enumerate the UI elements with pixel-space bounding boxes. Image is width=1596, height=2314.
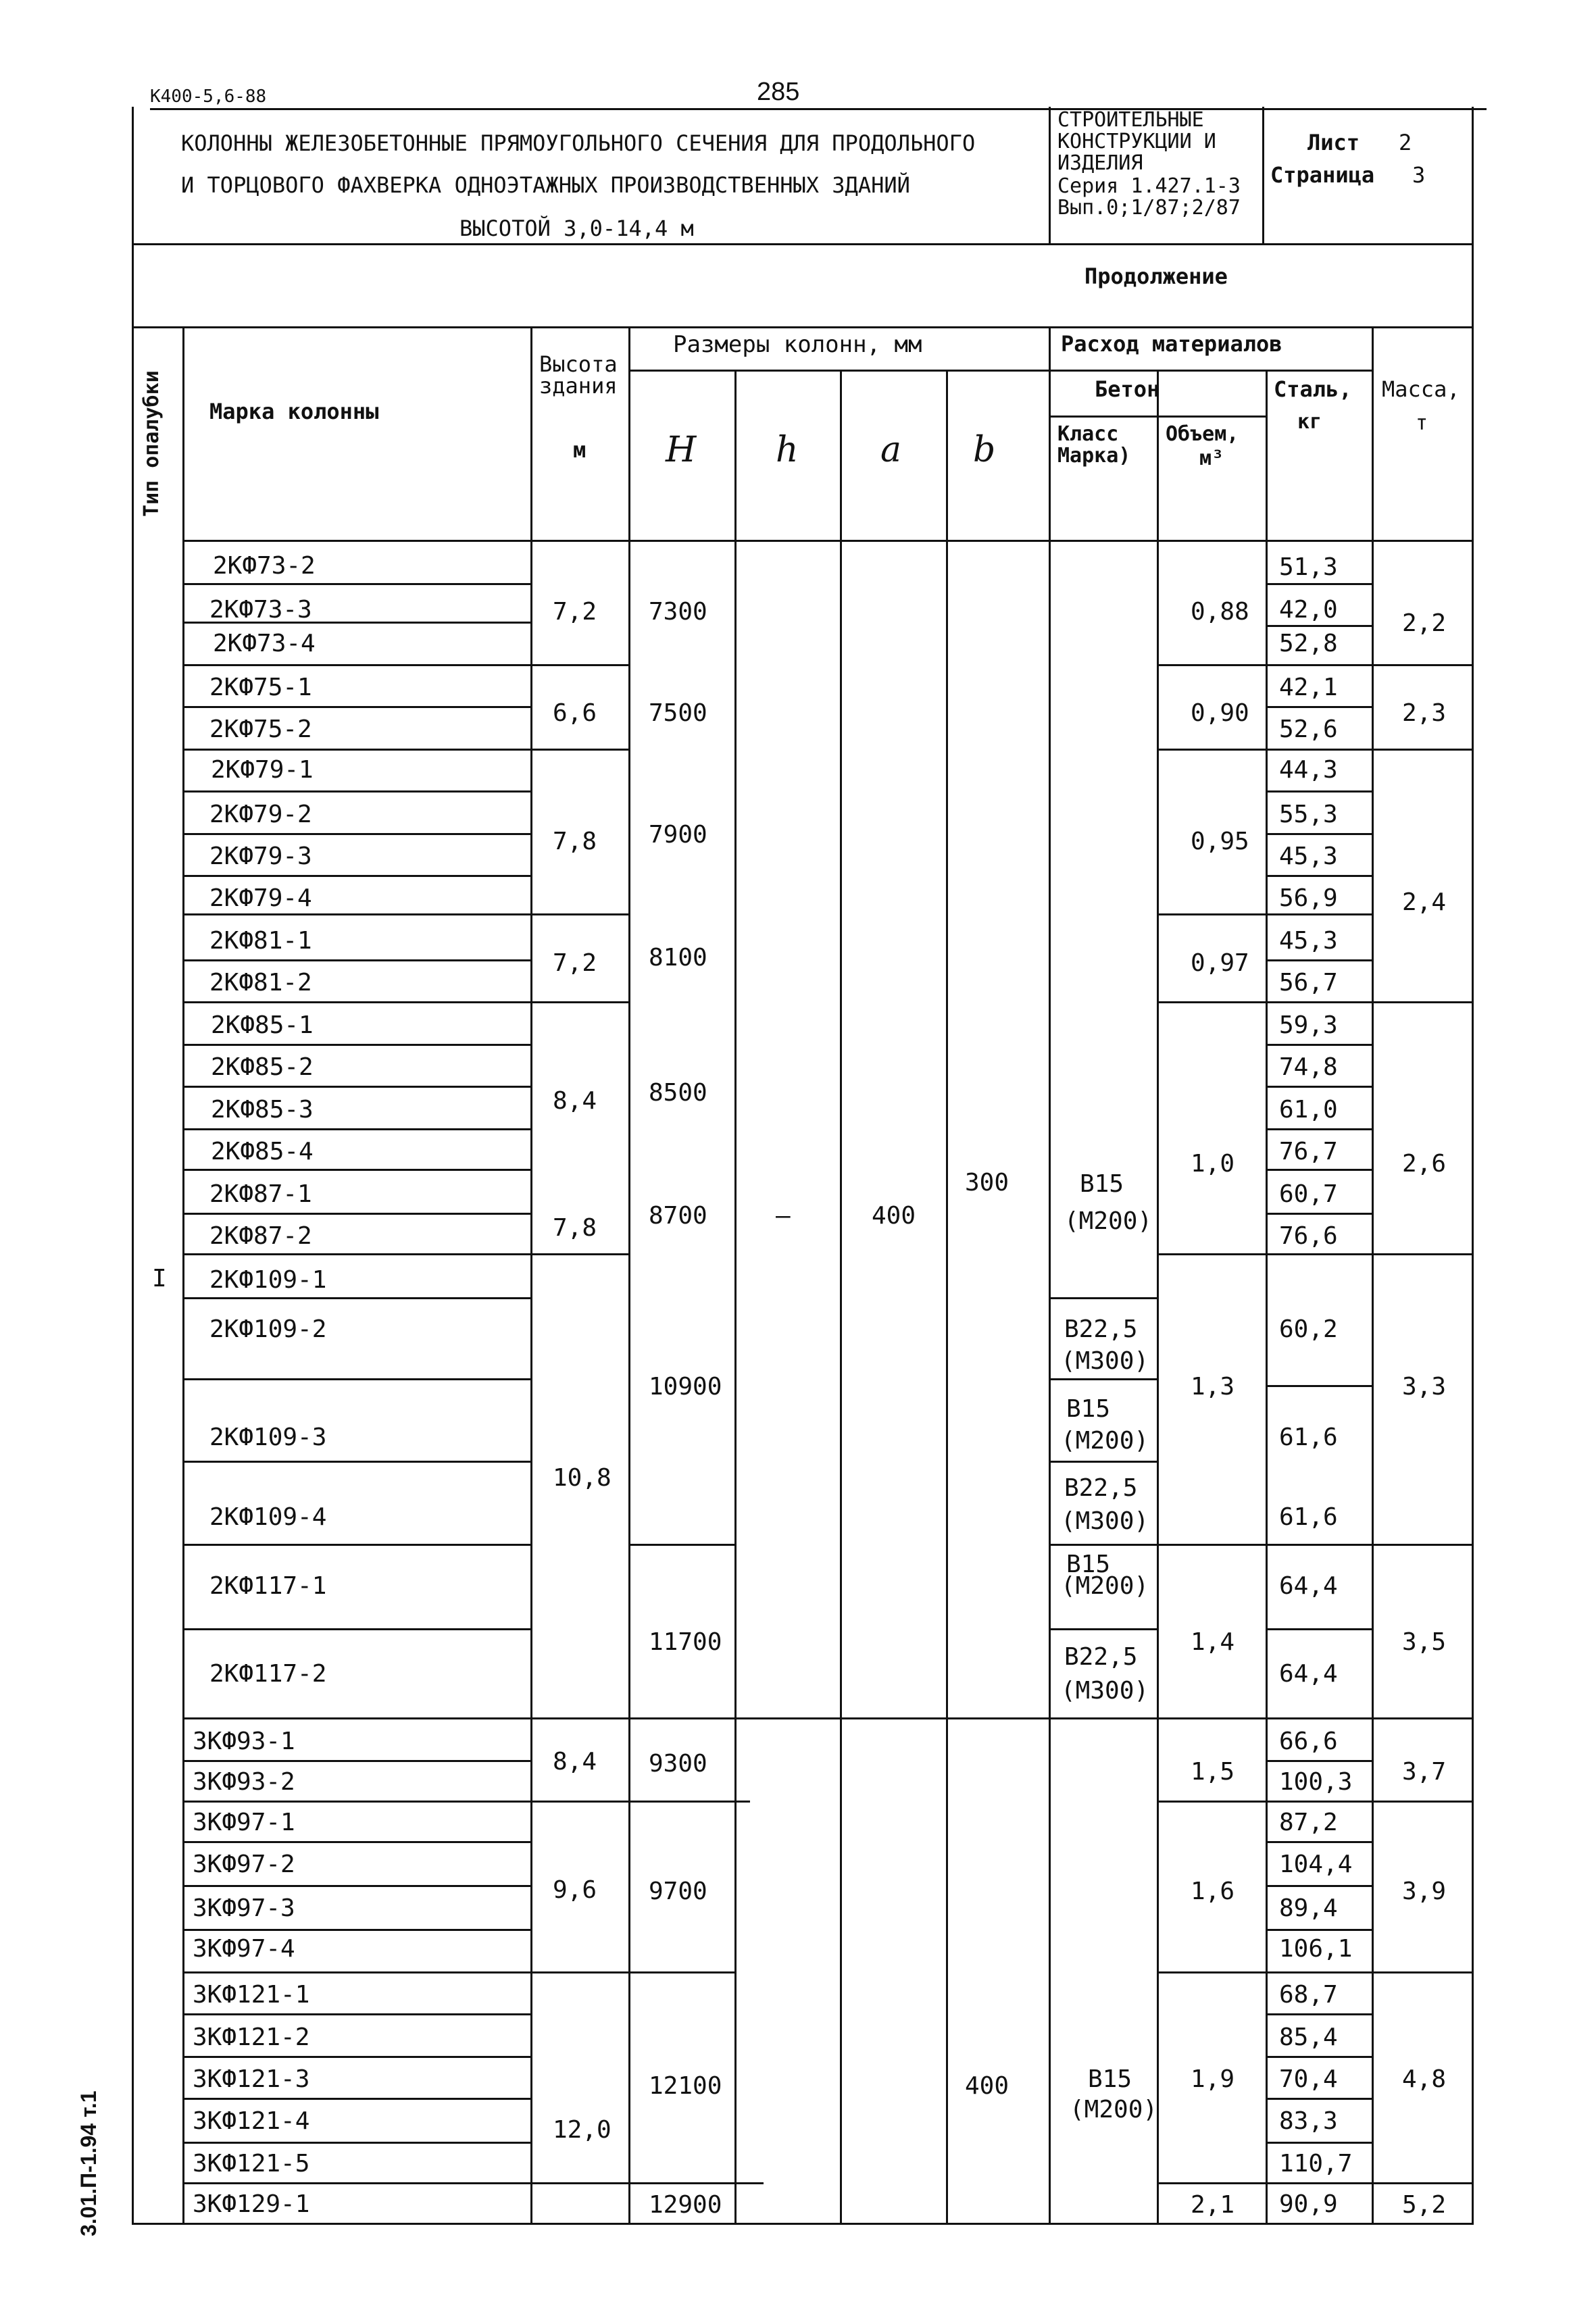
height-10-8: 10,8 <box>553 1464 612 1492</box>
mark-7: 2КФ79-3 <box>209 842 312 870</box>
header-mass-1: Масса, <box>1382 376 1460 402</box>
mark-14: 2КФ85-4 <box>211 1138 314 1165</box>
mark-17: 2КФ109-1 <box>209 1266 327 1294</box>
mark-30: 3КФ121-2 <box>193 2023 310 2051</box>
class-b22-3-l2: (М300) <box>1061 1677 1149 1705</box>
mark-13: 2КФ85-3 <box>211 1096 314 1124</box>
height-9-6: 9,6 <box>553 1876 597 1904</box>
series-line-1: СТРОИТЕЛЬНЫЕ <box>1057 108 1204 132</box>
class-b15-2-l1: B15 <box>1066 1395 1111 1423</box>
H-7500: 7500 <box>649 699 707 727</box>
H-7300: 7300 <box>649 598 707 626</box>
type-value: I <box>152 1265 167 1292</box>
height-7-8: 7,8 <box>553 828 597 855</box>
mass-5-2: 5,2 <box>1402 2191 1447 2219</box>
class-b22-2-l2: (М300) <box>1061 1507 1149 1535</box>
mark-1: 2КФ73-3 <box>209 596 312 624</box>
header-dims: Размеры колонн, мм <box>673 331 922 358</box>
mark-0: 2КФ73-2 <box>213 552 316 580</box>
volume-1-4: 1,4 <box>1191 1628 1235 1656</box>
sheet-label: Лист <box>1307 130 1360 155</box>
header-height-2: здания <box>539 373 618 399</box>
class-b22-1-l1: B22,5 <box>1064 1315 1138 1343</box>
mass-3-9: 3,9 <box>1402 1878 1447 1905</box>
class-b15-3-l2: (М200) <box>1061 1572 1149 1600</box>
class-b22-1-l2: (М300) <box>1061 1347 1149 1375</box>
mark-16: 2КФ87-2 <box>209 1222 312 1250</box>
H-11700: 11700 <box>649 1628 722 1656</box>
steel-28: 106,1 <box>1279 1935 1353 1963</box>
continuation-label: Продолжение <box>1084 263 1228 289</box>
mark-21: 2КФ117-1 <box>209 1572 327 1600</box>
steel-9: 45,3 <box>1279 927 1338 955</box>
steel-16: 76,6 <box>1279 1222 1338 1250</box>
steel-25: 87,2 <box>1279 1809 1338 1836</box>
header-class-2: Марка) <box>1057 444 1131 468</box>
side-stamp: 3.01.П-1.94 т.1 <box>76 2090 101 2236</box>
mark-6: 2КФ79-2 <box>209 801 312 828</box>
steel-4: 52,6 <box>1279 715 1338 743</box>
steel-11: 59,3 <box>1279 1011 1338 1039</box>
steel-0: 51,3 <box>1279 553 1338 581</box>
height-8-4b: 8,4 <box>553 1748 597 1776</box>
height-7-8b: 7,8 <box>553 1214 597 1242</box>
mark-31: 3КФ121-3 <box>193 2065 310 2093</box>
page-number: 285 <box>757 78 800 106</box>
mark-25: 3КФ97-1 <box>193 1809 295 1836</box>
mark-32: 3КФ121-4 <box>193 2107 310 2135</box>
b-value-300: 300 <box>965 1169 1009 1197</box>
H-7900: 7900 <box>649 821 707 849</box>
volume-1-3: 1,3 <box>1191 1373 1235 1401</box>
header-height-unit: м <box>573 437 587 463</box>
mark-2: 2КФ73-4 <box>213 630 316 657</box>
class-b15-3-l1: B15 <box>1066 1551 1111 1578</box>
header-steel-2: кг <box>1297 410 1322 434</box>
mass-2-2: 2,2 <box>1402 609 1447 637</box>
mark-3: 2КФ75-1 <box>209 674 312 701</box>
mark-26: 3КФ97-2 <box>193 1851 295 1878</box>
steel-2: 52,8 <box>1279 630 1338 657</box>
header-h: h <box>776 430 799 470</box>
header-class-1: Класс <box>1057 422 1119 446</box>
class-b15-4-l1: B15 <box>1088 2065 1132 2093</box>
mark-18: 2КФ109-2 <box>209 1315 327 1343</box>
page-label: Страница <box>1270 162 1375 188</box>
mark-34: 3КФ129-1 <box>193 2190 310 2218</box>
mark-8: 2КФ79-4 <box>209 884 312 912</box>
H-12900: 12900 <box>649 2191 722 2219</box>
steel-21: 64,4 <box>1279 1572 1338 1600</box>
steel-8: 56,9 <box>1279 884 1338 912</box>
mass-3-7: 3,7 <box>1402 1758 1447 1786</box>
steel-12: 74,8 <box>1279 1053 1338 1081</box>
class-b15-4-l2: (М200) <box>1070 2096 1158 2123</box>
header-steel-1: Сталь, <box>1274 376 1352 402</box>
steel-6: 55,3 <box>1279 801 1338 828</box>
header-materials: Расход материалов <box>1061 331 1282 357</box>
steel-31: 70,4 <box>1279 2065 1338 2093</box>
mark-4: 2КФ75-2 <box>209 715 312 743</box>
steel-5: 44,3 <box>1279 756 1338 784</box>
steel-22: 64,4 <box>1279 1660 1338 1688</box>
b-value-400: 400 <box>965 2072 1009 2100</box>
H-8700: 8700 <box>649 1202 707 1230</box>
steel-30: 85,4 <box>1279 2023 1338 2051</box>
series-line-3: ИЗДЕЛИЯ <box>1057 151 1143 175</box>
series-line-4: Серия 1.427.1-3 <box>1057 174 1241 198</box>
volume-1-6: 1,6 <box>1191 1878 1235 1905</box>
mass-2-3: 2,3 <box>1402 699 1447 727</box>
class-b15-1-l1: B15 <box>1080 1170 1124 1198</box>
H-12100: 12100 <box>649 2072 722 2100</box>
volume-0-90: 0,90 <box>1191 699 1249 727</box>
H-9300: 9300 <box>649 1750 707 1778</box>
mass-2-4: 2,4 <box>1402 888 1447 916</box>
header-type: Тип опалубки <box>140 370 164 517</box>
header-a: a <box>880 430 902 470</box>
steel-19: 61,6 <box>1279 1424 1338 1451</box>
volume-1-9: 1,9 <box>1191 2065 1235 2093</box>
mark-29: 3КФ121-1 <box>193 1981 310 2009</box>
class-b15-1-l2: (М200) <box>1064 1207 1153 1235</box>
mark-33: 3КФ121-5 <box>193 2150 310 2178</box>
mark-9: 2КФ81-1 <box>209 927 312 955</box>
steel-10: 56,7 <box>1279 969 1338 997</box>
steel-7: 45,3 <box>1279 842 1338 870</box>
title-line-3: ВЫСОТОЙ 3,0-14,4 м <box>459 216 694 241</box>
steel-14: 76,7 <box>1279 1138 1338 1165</box>
mass-3-3: 3,3 <box>1402 1373 1447 1401</box>
header-volume-2: м³ <box>1199 447 1224 470</box>
doc-code: К400-5,6-88 <box>150 86 267 107</box>
header-volume-1: Объем, <box>1166 422 1239 446</box>
volume-1-5: 1,5 <box>1191 1758 1235 1786</box>
height-6-6: 6,6 <box>553 699 597 727</box>
mark-19: 2КФ109-3 <box>209 1424 327 1451</box>
steel-1: 42,0 <box>1279 596 1338 624</box>
steel-3: 42,1 <box>1279 674 1338 701</box>
header-b: b <box>973 430 996 470</box>
sheet-number: 2 <box>1399 130 1412 155</box>
title-line-1: КОЛОННЫ ЖЕЛЕЗОБЕТОННЫЕ ПРЯМОУГОЛЬНОГО СЕЧЕНИЯ ДЛЯ ПРОДОЛЬНОГО <box>181 130 976 156</box>
steel-34: 90,9 <box>1279 2190 1338 2218</box>
steel-33: 110,7 <box>1279 2150 1353 2178</box>
mark-15: 2КФ87-1 <box>209 1180 312 1208</box>
volume-0-95: 0,95 <box>1191 828 1249 855</box>
steel-18: 60,2 <box>1279 1315 1338 1343</box>
h-value: – <box>776 1202 791 1230</box>
series-line-5: Вып.0;1/87;2/87 <box>1057 196 1241 220</box>
header-H: H <box>666 430 697 470</box>
page-no: 3 <box>1412 162 1426 188</box>
class-b15-2-l2: (М200) <box>1061 1427 1149 1455</box>
header-mark: Марка колонны <box>209 399 379 424</box>
mark-22: 2КФ117-2 <box>209 1660 327 1688</box>
a-value: 400 <box>872 1202 916 1230</box>
height-7-2b: 7,2 <box>553 949 597 977</box>
header-concrete: Бетон <box>1095 376 1160 402</box>
volume-1-0: 1,0 <box>1191 1150 1235 1178</box>
height-8-4: 8,4 <box>553 1087 597 1115</box>
mark-10: 2КФ81-2 <box>209 969 312 997</box>
steel-26: 104,4 <box>1279 1851 1353 1878</box>
mark-23: 3КФ93-1 <box>193 1728 295 1755</box>
mark-27: 3КФ97-3 <box>193 1894 295 1922</box>
steel-32: 83,3 <box>1279 2107 1338 2135</box>
volume-0-97: 0,97 <box>1191 949 1249 977</box>
volume-2-1: 2,1 <box>1191 2191 1235 2219</box>
class-b22-2-l1: B22,5 <box>1064 1474 1138 1502</box>
mass-3-5: 3,5 <box>1402 1628 1447 1656</box>
steel-15: 60,7 <box>1279 1180 1338 1208</box>
height-12-0: 12,0 <box>553 2116 612 2144</box>
mark-11: 2КФ85-1 <box>211 1011 314 1039</box>
mark-24: 3КФ93-2 <box>193 1768 295 1796</box>
H-10900: 10900 <box>649 1373 722 1401</box>
steel-29: 68,7 <box>1279 1981 1338 2009</box>
steel-27: 89,4 <box>1279 1894 1338 1922</box>
title-line-2: И ТОРЦОВОГО ФАХВЕРКА ОДНОЭТАЖНЫХ ПРОИЗВОДСТВЕННЫХ ЗДАНИЙ <box>181 172 910 198</box>
volume-0-88: 0,88 <box>1191 598 1249 626</box>
mark-20: 2КФ109-4 <box>209 1503 327 1531</box>
mass-2-6: 2,6 <box>1402 1150 1447 1178</box>
series-line-2: КОНСТРУКЦИИ И <box>1057 130 1216 153</box>
height-7-2: 7,2 <box>553 598 597 626</box>
H-8100: 8100 <box>649 944 707 972</box>
steel-24: 100,3 <box>1279 1768 1353 1796</box>
mass-4-8: 4,8 <box>1402 2065 1447 2093</box>
H-9700: 9700 <box>649 1878 707 1905</box>
header-height-1: Высота <box>539 351 618 377</box>
mark-5: 2КФ79-1 <box>211 756 314 784</box>
H-8500: 8500 <box>649 1079 707 1107</box>
header-mass-2: т <box>1416 411 1428 435</box>
class-b22-3-l1: B22,5 <box>1064 1643 1138 1671</box>
steel-13: 61,0 <box>1279 1096 1338 1124</box>
steel-23: 66,6 <box>1279 1728 1338 1755</box>
steel-20: 61,6 <box>1279 1503 1338 1531</box>
mark-28: 3КФ97-4 <box>193 1935 295 1963</box>
mark-12: 2КФ85-2 <box>211 1053 314 1081</box>
